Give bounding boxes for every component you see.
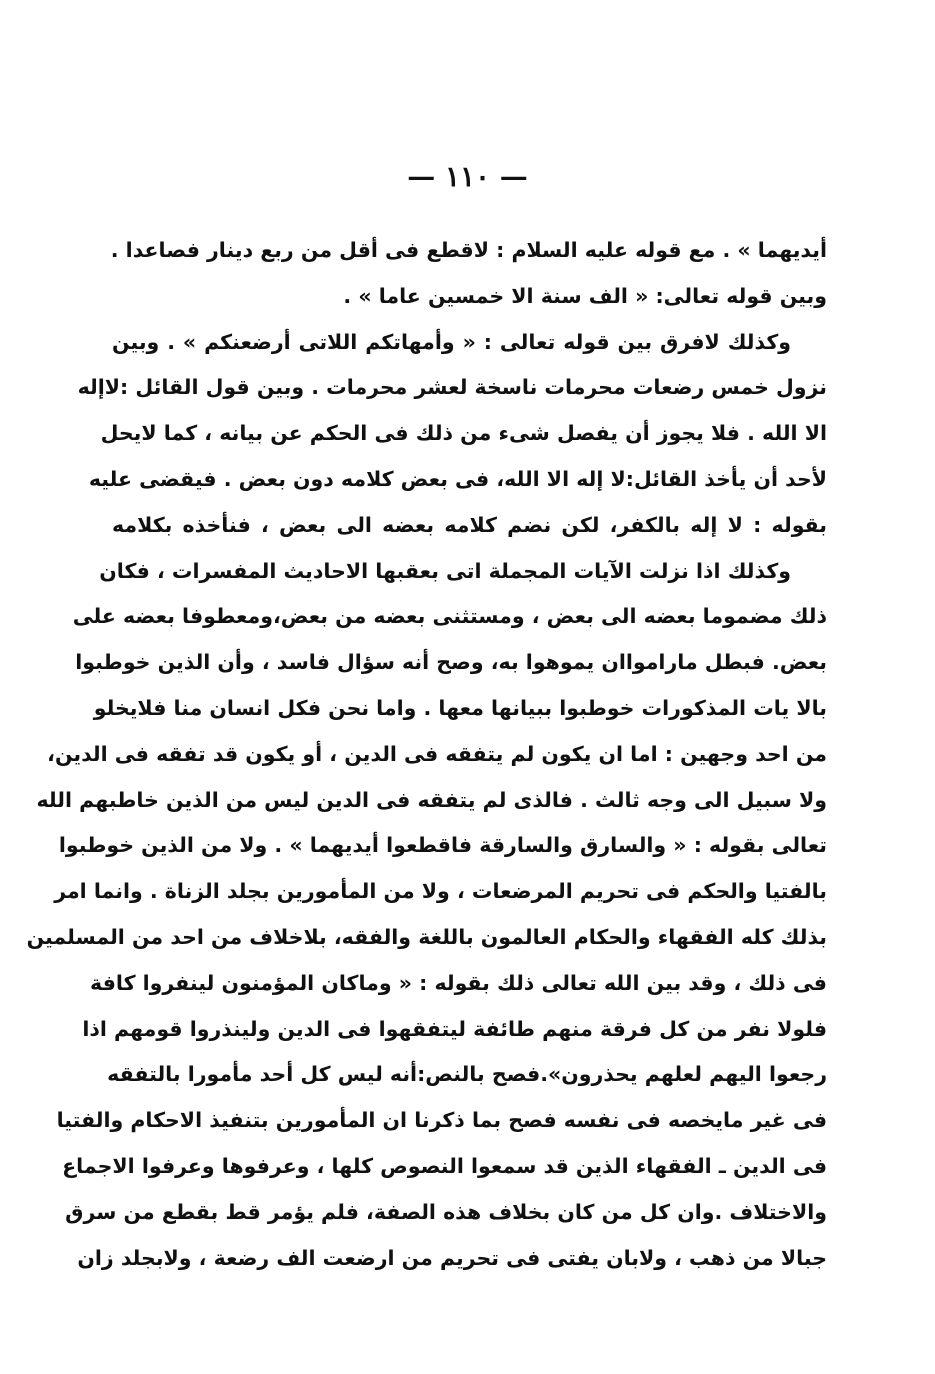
- text-line: وكذلك لافرق بين قوله تعالى : « وأمهاتكم اللاتى أرضعنكم » . وبين: [112, 329, 791, 354]
- text-line: بالا يات المذكورات خوطبوا ببيانها معها . واما نحن فكل انسان منا فلايخلو: [93, 695, 827, 720]
- text-line: والاختلاف .وان كل من كان بخلاف هذه الصفة، فلم يؤمر قط بقطع من سرق: [65, 1199, 827, 1224]
- text-line: من احد وجهين : اما ان يكون لم يتفقه فى الدين ، أو يكون قد تفقه فى الدين،: [47, 741, 827, 766]
- text-line: نزول خمس رضعات محرمات ناسخة لعشر محرمات . وبين قول القائل :لاإله: [77, 375, 827, 400]
- text-line: وكذلك اذا نزلت الآيات المجملة اتى بعقبها الاحاديث المفسرات ، فكان: [99, 558, 791, 583]
- text-line: فى غير مايخصه فى نفسه فصح بما ذكرنا ان المأمورين بتنفيذ الاحكام والفتيا: [56, 1108, 827, 1133]
- text-line: رجعوا اليهم لعلهم يحذرون».فصح بالنص:أنه ليس كل أحد مأمورا بالتفقه: [107, 1062, 827, 1087]
- text-line: تعالى بقوله : « والسارق والسارقة فاقطعوا أيديهما » . ولا من الذين خوطبوا: [58, 833, 827, 858]
- text-line: بالفتيا والحكم فى تحريم المرضعات ، ولا من المأمورين بجلد الزناة . وانما امر: [54, 879, 827, 904]
- page-number: — ١١٠ —: [407, 160, 528, 193]
- text-line: فلولا نفر من كل فرقة منهم طائفة ليتفقهوا فى الدين ولينذروا قومهم اذا: [82, 1016, 827, 1041]
- text-line: لأحد أن يأخذ القائل:لا إله الا الله، فى بعض كلامه دون بعض . فيقضى عليه: [88, 466, 827, 491]
- text-line: ولا سبيل الى وجه ثالث . فالذى لم يتفقه فى الدين ليس من الذين خاطبهم الله: [36, 787, 827, 812]
- text-line: أيديهما » . مع قوله عليه السلام : لاقطع فى أقل من ربع دينار فصاعدا .: [110, 238, 827, 262]
- text-line: بقوله : لا إله بالكفر، لكن نضم كلامه بعضه الى بعض ، فنأخذه بكلامه: [112, 512, 827, 537]
- text-line: ذلك مضموما بعضه الى بعض ، ومستثنى بعضه من بعض،ومعطوفا بعضه على: [72, 604, 827, 629]
- text-line: بعض. فبطل مارامواان يموهوا به، وصح أنه سؤال فاسد ، وأن الذين خوطبوا: [75, 650, 827, 675]
- text-line: وبين قوله تعالى: « الف سنة الا خمسين عاما » .: [343, 283, 827, 308]
- text-line: فى ذلك ، وقد بين الله تعالى ذلك بقوله : « وماكان المؤمنون لينفروا كافة: [90, 970, 827, 995]
- text-line: جبالا من ذهب ، ولابان يفتى فى تحريم من ارضعت الف رضعة ، ولابجلد زان: [77, 1245, 827, 1270]
- text-line: فى الدين ـ الفقهاء الذين قد سمعوا النصوص كلها ، وعرفوها وعرفوا الاجماع: [62, 1153, 827, 1178]
- body-text: [26, 228, 827, 1281]
- text-line: بذلك كله الفقهاء والحكام العالمون باللغة والفقه، بلاخلاف من احد من المسلمين: [26, 924, 827, 949]
- text-line: الا الله . فلا يجوز أن يفصل شىء من ذلك فى الحكم عن بيانه ، كما لايحل: [100, 421, 827, 446]
